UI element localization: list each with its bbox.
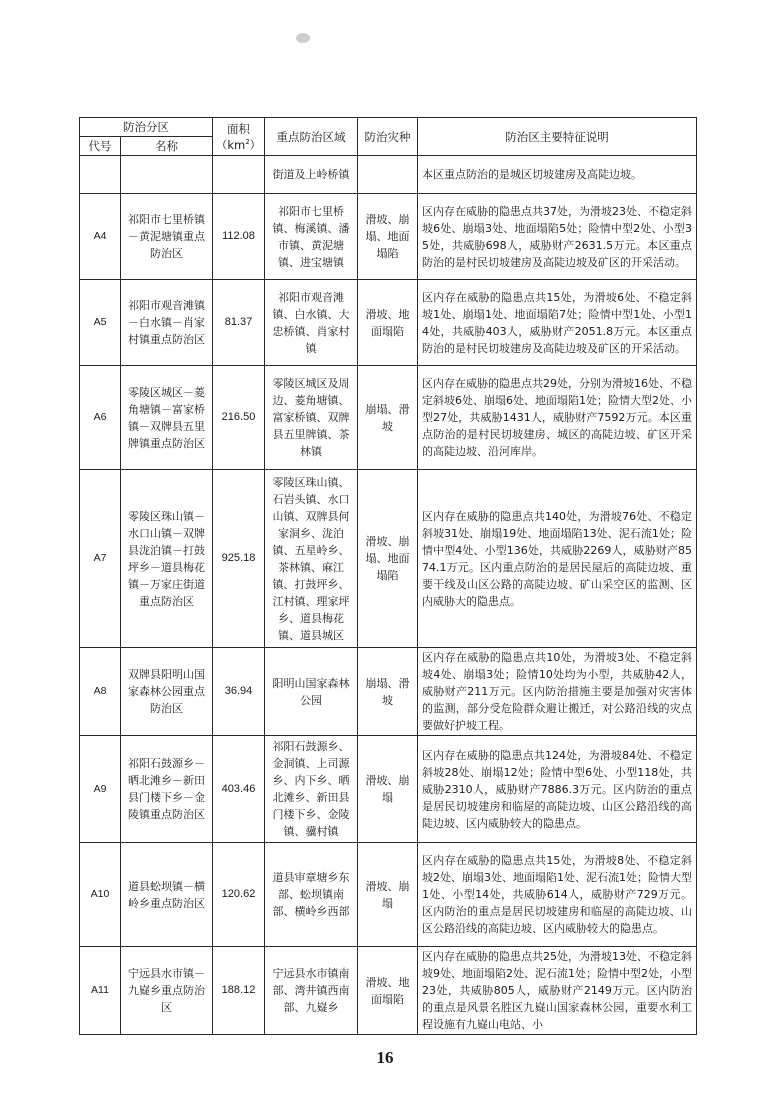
zone-code: A10 [80,843,121,947]
zone-area: 403.46 [213,736,265,843]
zone-key-area: 阳明山国家森林公园 [265,648,358,736]
zone-hazard [358,156,418,194]
table-row [80,366,697,470]
table-row [80,156,697,194]
header-area-unit-close: ） [249,137,262,152]
zone-hazard: 滑坡、地面塌陷 [358,947,418,1035]
zone-name: 宁远县水市镇－九嶷乡重点防治区 [121,947,213,1035]
zone-area: 36.94 [213,648,265,736]
zone-description: 区内存在威胁的隐患点共124处，为滑坡84处、不稳定斜坡28处、崩塌12处；险情中型6处、小型118处，共威胁2310人，威胁财产7886.3万元。区内防治的重点是居民切坡建房和临屋的高陡边坡、山区公路沿线的高陡边坡、区内威胁较大的隐患点。 [418,736,697,843]
zone-key-area: 道县审章塘乡东部、蚣坝镇南部、横岭乡西部 [265,843,358,947]
zone-key-area: 祁阳石鼓源乡、金洞镇、上司源乡、内下乡、晒北滩乡、新田县门楼下乡、金陵镇、骥村镇 [265,736,358,843]
header-description: 防治区主要特征说明 [418,118,697,156]
zone-description: 区内存在威胁的隐患点共15处，为滑坡8处、不稳定斜坡2处、崩塌3处、地面塌陷1处、泥石流1处；险情大型1处、小型14处，共威胁614人，威胁财产729万元。区内防治的重点是居民切坡建房和临屋的高陡边坡、山区公路沿线的高陡边坡、区内威胁较大的隐患点。 [418,843,697,947]
header-area [213,118,265,156]
zone-hazard: 滑坡、地面塌陷 [358,280,418,366]
zone-key-area: 祁阳市观音滩镇、白水镇、大忠桥镇、肖家村镇 [265,280,358,366]
prevention-zone-table [79,117,697,1035]
zone-code: A4 [80,194,121,280]
header-code: 代号 [80,137,121,156]
zone-code: A9 [80,736,121,843]
page-number: 16 [376,1048,394,1067]
zone-area: 925.18 [213,470,265,648]
zone-name: 零陵区珠山镇－水口山镇－双牌县泷泊镇－打鼓坪乡－道县梅花镇－万家庄街道重点防治区 [121,470,213,648]
table-header [80,118,697,156]
zone-description: 本区重点防治的是城区切坡建房及高陡边坡。 [418,156,697,194]
zone-name: 双牌县阳明山国家森林公园重点防治区 [121,648,213,736]
zone-hazard: 崩塌、滑坡 [358,648,418,736]
zone-code [80,156,121,194]
header-area-unit-open: （km [215,137,246,152]
header-name: 名称 [121,137,213,156]
table-row [80,470,697,648]
zone-name: 祁阳市七里桥镇－黄泥塘镇重点防治区 [121,194,213,280]
table-row [80,947,697,1035]
header-hazard: 防治灾种 [358,118,418,156]
zone-area: 120.62 [213,843,265,947]
zone-area [213,156,265,194]
zone-hazard: 滑坡、崩塌、地面塌陷 [358,194,418,280]
zone-code: A11 [80,947,121,1035]
header-area-label: 面积 [227,121,250,136]
zone-hazard: 滑坡、崩塌 [358,843,418,947]
scan-smudge [296,33,310,43]
zone-key-area: 零陵区珠山镇、石岩头镇、水口山镇、双牌县何家洞乡、泷泊镇、五星岭乡、茶林镇、麻江镇、打鼓坪乡、江村镇、理家坪乡、道县梅花镇、道县城区 [265,470,358,648]
zone-hazard: 崩塌、滑坡 [358,366,418,470]
zone-hazard: 滑坡、崩塌、地面塌陷 [358,470,418,648]
zone-area: 216.50 [213,366,265,470]
zone-description: 区内存在威胁的隐患点共25处，为滑坡13处、不稳定斜坡9处、地面塌陷2处、泥石流1处；险情中型2处，小型23处，共威胁805人，威胁财产2149万元。区内防治的重点是风景名胜区九嶷山国家森林公园，重要水利工程设施有九嶷山电站、小 [418,947,697,1035]
header-row-1 [80,118,697,137]
zone-key-area: 祁阳市七里桥镇、梅溪镇、潘市镇、黄泥塘镇、进宝塘镇 [265,194,358,280]
zone-description: 区内存在威胁的隐患点共140处，为滑坡76处、不稳定斜坡31处、崩塌19处、地面塌陷13处、泥石流1处；险情中型4处、小型136处，共威胁2269人，威胁财产8574.1万元。区内重点防治的是居民屋后的高陡边坡、重要干线及山区公路的高陡边坡、矿山采空区的监测、区内威胁大的隐患点。 [418,470,697,648]
zone-key-area: 宁远县水市镇南部、湾井镇西南部、九嶷乡 [265,947,358,1035]
zone-code: A5 [80,280,121,366]
zone-code: A6 [80,366,121,470]
zone-area: 112.08 [213,194,265,280]
zone-description: 区内存在威胁的隐患点共15处，为滑坡6处、不稳定斜坡1处、崩塌1处、地面塌陷7处；险情中型1处、小型14处，共威胁403人，威胁财产2051.8万元。本区重点防治的是村民切坡建房及高陡边坡及矿区的开采活动。 [418,280,697,366]
zone-name: 零陵区城区－菱角塘镇－富家桥镇－双牌县五里牌镇重点防治区 [121,366,213,470]
header-area-unit-exp: 2 [245,137,250,146]
zone-name [121,156,213,194]
table-row [80,736,697,843]
header-key-area: 重点防治区域 [265,118,358,156]
zone-name: 祁阳石鼓源乡－晒北滩乡－新田县门楼下乡－金陵镇重点防治区 [121,736,213,843]
zone-area: 81.37 [213,280,265,366]
zone-code: A7 [80,470,121,648]
zone-key-area: 街道及上岭桥镇 [265,156,358,194]
table-row [80,843,697,947]
zone-code: A8 [80,648,121,736]
zone-key-area: 零陵区城区及周边、菱角塘镇、富家桥镇、双牌县五里牌镇、茶林镇 [265,366,358,470]
zone-name: 道县蚣坝镇－横岭乡重点防治区 [121,843,213,947]
table-body [80,156,697,1035]
zone-description: 区内存在威胁的隐患点共37处，为滑坡23处、不稳定斜坡6处、崩塌3处、地面塌陷5处；险情中型2处、小型35处，共威胁698人，威胁财产2631.5万元。本区重点防治的是村民切坡建房及高陡边坡及矿区的开采活动。 [418,194,697,280]
table-row [80,280,697,366]
zone-description: 区内存在威胁的隐患点共29处，分别为滑坡16处、不稳定斜坡6处、崩塌6处、地面塌陷1处；险情大型2处、小型27处，共威胁1431人，威胁财产7592万元。本区重点防治的是村民切坡建房、城区的高陡边坡、矿区开采的高陡边坡、沿河库岸。 [418,366,697,470]
zone-description: 区内存在威胁的隐患点共10处，为滑坡3处、不稳定斜坡4处、崩塌3处；险情10处均为小型，共威胁42人，威胁财产211万元。区内防治措施主要是加强对灾害体的监测，部分受危险群众避让搬迁，对公路沿线的灾点要做好护坡工程。 [418,648,697,736]
header-zone-group: 防治分区 [80,118,213,137]
zone-name: 祁阳市观音滩镇－白水镇－肖家村镇重点防治区 [121,280,213,366]
table-row [80,194,697,280]
zone-hazard: 滑坡、崩塌 [358,736,418,843]
zone-area: 188.12 [213,947,265,1035]
table-row [80,648,697,736]
